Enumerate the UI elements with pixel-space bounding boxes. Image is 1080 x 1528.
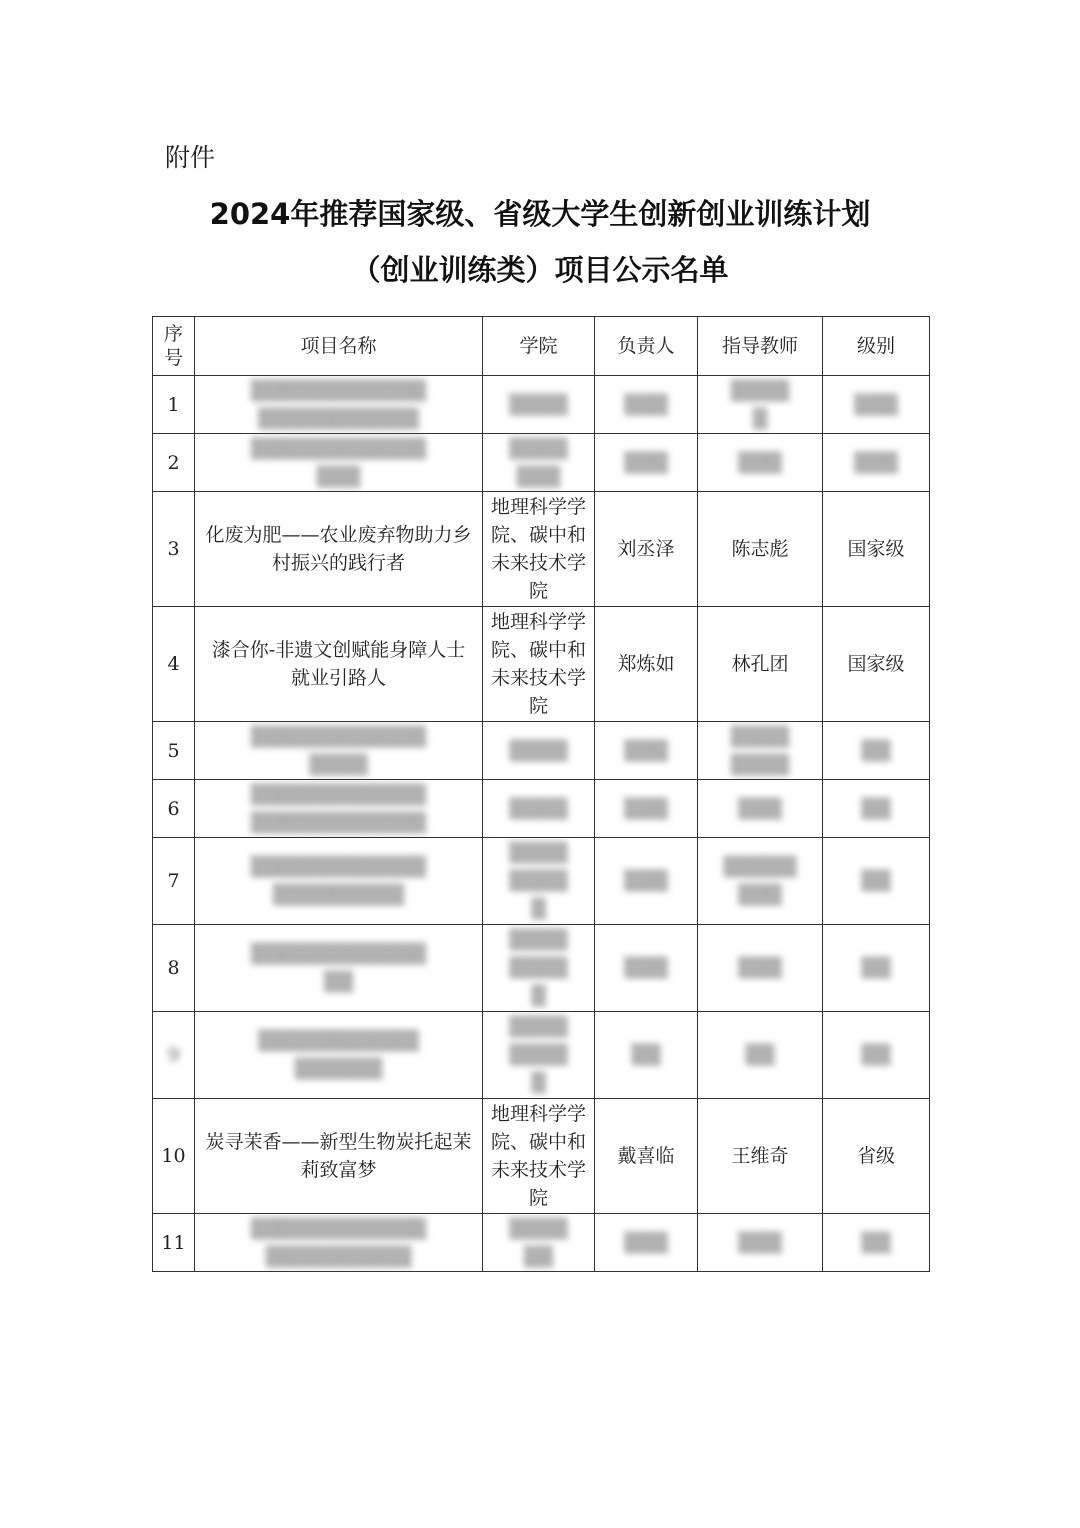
redacted-project-cell: ▒▒▒▒▒▒▒▒▒▒▒▒ ▒▒▒▒▒▒▒▒▒▒▒▒: [195, 780, 483, 838]
redacted-level-cell: ▒▒: [823, 722, 930, 780]
redacted-project-cell: ▒▒▒▒▒▒▒▒▒▒▒▒ ▒▒▒▒: [195, 722, 483, 780]
redacted-project-cell: ▒▒▒▒▒▒▒▒▒▒▒▒ ▒▒: [195, 925, 483, 1012]
redacted-project-cell: ▒▒▒▒▒▒▒▒▒▒▒▒ ▒▒▒▒▒▒▒▒▒: [195, 838, 483, 925]
redacted-advisor-cell: ▒▒▒: [698, 434, 823, 492]
redacted-college-cell: ▒▒▒▒: [483, 780, 595, 838]
redacted-leader-cell: ▒▒▒: [595, 780, 698, 838]
table-row: [153, 1012, 930, 1099]
table-row: [153, 780, 930, 838]
redacted-leader-cell: ▒▒▒: [595, 838, 698, 925]
redacted-level-cell: ▒▒▒: [823, 376, 930, 434]
redacted-project-cell: ▒▒▒▒▒▒▒▒▒▒▒ ▒▒▒▒▒▒: [195, 1012, 483, 1099]
advisor-cell: 陈志彪: [698, 492, 823, 607]
seq-cell: 5: [153, 722, 195, 780]
project-name-cell: 漆合你-非遗文创赋能身障人士就业引路人: [195, 607, 483, 722]
redacted-college-cell: ▒▒▒▒ ▒▒▒▒ ▒: [483, 1012, 595, 1099]
advisor-cell: 林孔团: [698, 607, 823, 722]
redacted-college-cell: ▒▒▒▒ ▒▒: [483, 1214, 595, 1272]
seq-cell: 1: [153, 376, 195, 434]
leader-cell: 刘丞泽: [595, 492, 698, 607]
redacted-college-cell: ▒▒▒▒: [483, 722, 595, 780]
redacted-advisor-cell: ▒▒▒▒ ▒▒▒▒: [698, 722, 823, 780]
table-row: [153, 722, 930, 780]
seq-cell: 8: [153, 925, 195, 1012]
redacted-advisor-cell: ▒▒▒▒▒ ▒▒▒: [698, 838, 823, 925]
redacted-level-cell: ▒▒▒: [823, 434, 930, 492]
header-project: 项目名称: [195, 317, 483, 376]
seq-cell: 11: [153, 1214, 195, 1272]
table-row: [153, 1214, 930, 1272]
leader-cell: 戴喜临: [595, 1099, 698, 1214]
redacted-project-cell: ▒▒▒▒▒▒▒▒▒▒▒▒ ▒▒▒: [195, 434, 483, 492]
redacted-college-cell: ▒▒▒▒: [483, 376, 595, 434]
redacted-leader-cell: ▒▒▒: [595, 925, 698, 1012]
redacted-leader-cell: ▒▒: [595, 1012, 698, 1099]
table-row: [153, 925, 930, 1012]
redacted-advisor-cell: ▒▒▒: [698, 780, 823, 838]
redacted-level-cell: ▒▒: [823, 780, 930, 838]
college-cell: 地理科学学院、碳中和未来技术学院: [483, 1099, 595, 1214]
seq-cell: 7: [153, 838, 195, 925]
redacted-leader-cell: ▒▒▒: [595, 376, 698, 434]
header-leader: 负责人: [595, 317, 698, 376]
seq-cell: 6: [153, 780, 195, 838]
header-advisor: 指导教师: [698, 317, 823, 376]
table-row: [153, 838, 930, 925]
redacted-college-cell: ▒▒▒▒ ▒▒▒▒ ▒: [483, 838, 595, 925]
table-row: [153, 492, 930, 607]
header-seq: 序号: [153, 317, 195, 376]
document-title-line1: 2024年推荐国家级、省级大学生创新创业训练计划: [209, 197, 871, 231]
header-college: 学院: [483, 317, 595, 376]
college-cell: 地理科学学院、碳中和未来技术学院: [483, 492, 595, 607]
redacted-advisor-cell: ▒▒: [698, 1012, 823, 1099]
project-list-table: [152, 316, 930, 1272]
table-row: [153, 376, 930, 434]
project-name-cell: 炭寻茉香——新型生物炭托起茉莉致富梦: [195, 1099, 483, 1214]
redacted-college-cell: ▒▒▒▒ ▒▒▒: [483, 434, 595, 492]
redacted-advisor-cell: ▒▒▒: [698, 1214, 823, 1272]
redacted-leader-cell: ▒▒▒: [595, 434, 698, 492]
seq-cell: 9: [153, 1012, 195, 1099]
seq-cell: 3: [153, 492, 195, 607]
redacted-level-cell: ▒▒: [823, 838, 930, 925]
seq-cell: 4: [153, 607, 195, 722]
redacted-level-cell: ▒▒: [823, 1214, 930, 1272]
table-row: [153, 1099, 930, 1214]
redacted-advisor-cell: ▒▒▒: [698, 925, 823, 1012]
level-cell: 国家级: [823, 492, 930, 607]
header-level: 级别: [823, 317, 930, 376]
leader-cell: 郑炼如: [595, 607, 698, 722]
level-cell: 省级: [823, 1099, 930, 1214]
document-title-line2: （创业训练类）项目公示名单: [351, 253, 729, 287]
project-name-cell: 化废为肥——农业废弃物助力乡村振兴的践行者: [195, 492, 483, 607]
redacted-level-cell: ▒▒: [823, 1012, 930, 1099]
redacted-advisor-cell: ▒▒▒▒ ▒: [698, 376, 823, 434]
redacted-project-cell: ▒▒▒▒▒▒▒▒▒▒▒▒ ▒▒▒▒▒▒▒▒▒▒: [195, 1214, 483, 1272]
attachment-label: 附件: [165, 143, 216, 172]
redacted-leader-cell: ▒▒▒: [595, 1214, 698, 1272]
redacted-college-cell: ▒▒▒▒ ▒▒▒▒ ▒: [483, 925, 595, 1012]
advisor-cell: 王维奇: [698, 1099, 823, 1214]
redacted-project-cell: ▒▒▒▒▒▒▒▒▒▒▒▒ ▒▒▒▒▒▒▒▒▒▒▒: [195, 376, 483, 434]
redacted-level-cell: ▒▒: [823, 925, 930, 1012]
college-cell: 地理科学学院、碳中和未来技术学院: [483, 607, 595, 722]
redacted-leader-cell: ▒▒▒: [595, 722, 698, 780]
table-header-row: [153, 317, 930, 376]
level-cell: 国家级: [823, 607, 930, 722]
seq-cell: 10: [153, 1099, 195, 1214]
table-row: [153, 607, 930, 722]
seq-cell: 2: [153, 434, 195, 492]
table-row: [153, 434, 930, 492]
